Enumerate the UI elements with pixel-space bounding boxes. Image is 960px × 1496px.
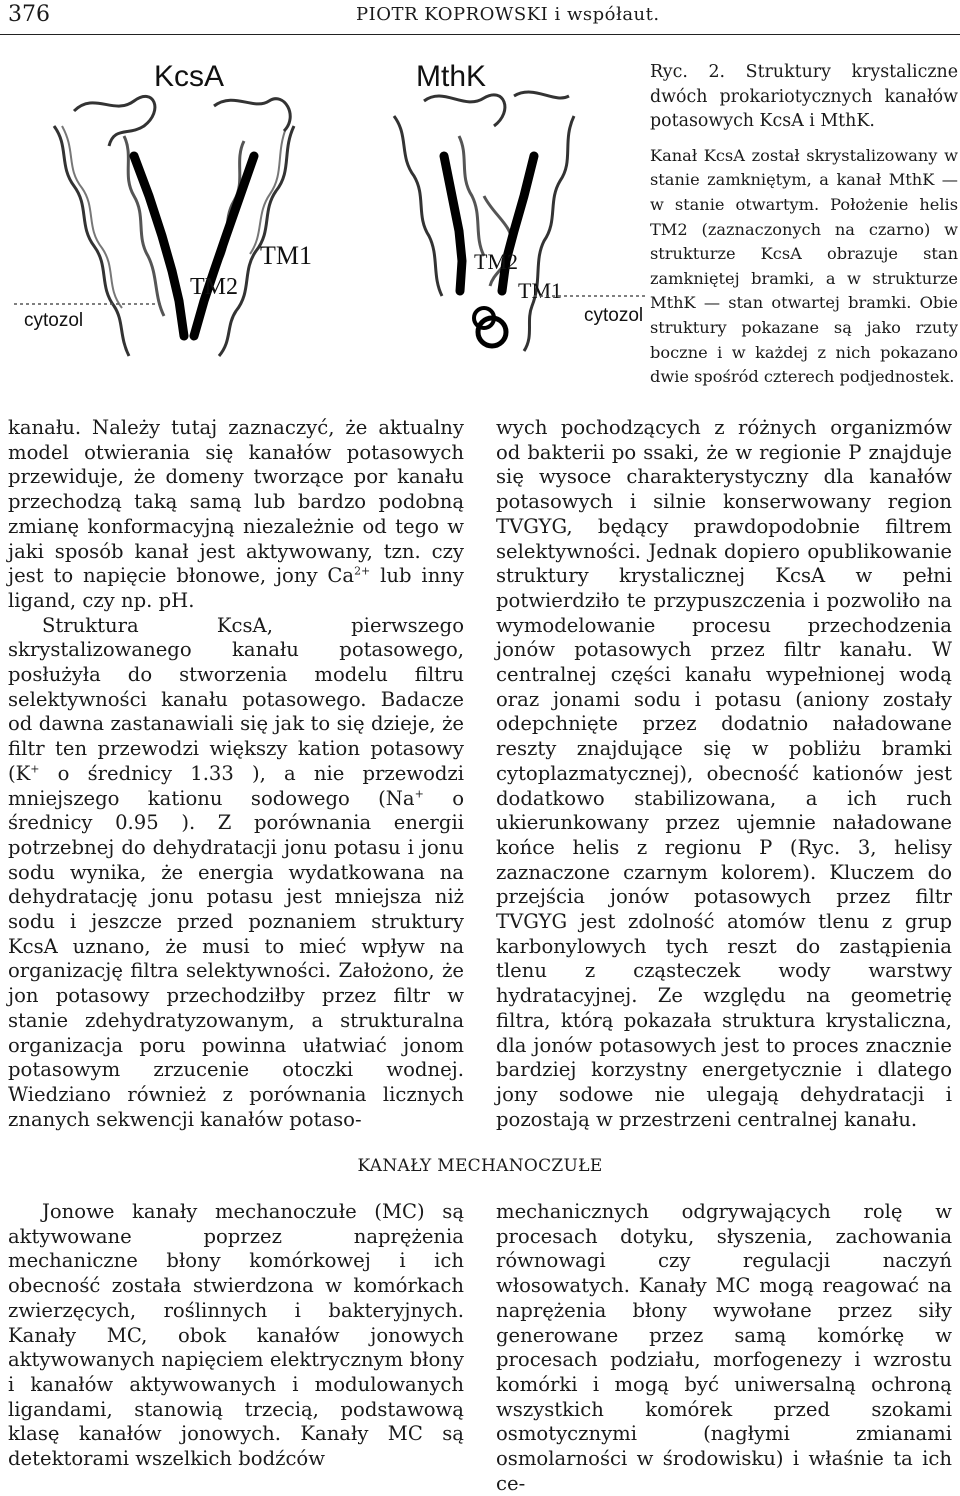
body-column-left	[8, 416, 464, 1132]
figure-label-cytozol-left: cytozol	[24, 310, 84, 331]
section-column-right	[496, 1200, 952, 1496]
mthk-structure	[394, 92, 574, 351]
page-number: 376	[8, 2, 50, 27]
figure-caption	[650, 60, 958, 390]
figure-kcsa-mthk	[14, 56, 646, 404]
figure-label-mthk: MthK	[416, 60, 487, 93]
paragraph-mc-intro: Jonowe kanały mechanoczułe (MC) są aktywowane poprzez naprężenia mechaniczne błony komórkowej i ich obecność została stwierdzona w komórkach zwierzęcych, roślinnych i bakteryjnych. Kanały MC, obok kanałów jonowych aktywowanych napięciem elektrycznym błony i kanałów aktywowanych i modulowanych ligandami, stanowią trzecią, podstawową klasę kanałów jonowych. Kanały MC są detektorami wszelkich bodźców	[8, 1200, 464, 1471]
caption-title: Ryc. 2. Struktury krystaliczne dwóch prokariotycznych kanałów potasowych KcsA i MthK.	[650, 62, 958, 132]
running-head: PIOTR KOPROWSKI i współaut.	[356, 4, 660, 25]
paragraph-gating-model: kanału. Należy tutaj zaznaczyć, że aktualny model otwierania się kanałów potasowych przewiduje, że domeny tworzące por kanału przechodzą taką samą lub bardzo podobną zmianę konformacyjną niezależnie od tego w jaki sposób kanał jest aktywowany, tzn. czy jest to napięcie błonowe, jony $Ca^{2+}$ lub inny ligand, czy np. pH.	[8, 416, 465, 612]
figure-label-kcsa: KcsA	[154, 60, 225, 93]
kcsa-structure	[54, 96, 294, 356]
body-column-right	[496, 416, 952, 1132]
section-heading: KANAŁY MECHANOCZUŁE	[357, 1156, 603, 1176]
figure-label-tm2-left: TM2	[190, 274, 238, 300]
section-column-left	[8, 1200, 464, 1472]
figure-label-tm1-right: TM1	[518, 278, 562, 303]
figure-label-tm1-left: TM1	[260, 241, 312, 270]
paragraph-kcsa-structure: Struktura KcsA, pierwszego skrystalizowanego kanału potasowego, posłużyła do stworzenia modelu filtru selektywności kanału potasowego. Badacze od dawna zastanawiali się jak to się dzieje, że filtr ten przewodzi większy kation potasowy (K+ o średnicy 1.33 ), a nie przewodzi mniejszego kationu sodowego (Na+ o średnicy 0.95 ). Z porównania energii potrzebnej do dehydratacji jonu potasu i jonu sodu wynika, że energia wydatkowana na dehydratację jonu potasu jest mniejsza niż sodu i jeszcze przed poznaniem struktury KcsA uznano, że musi to mieć wpływ na organizację filtra selektywności. Założono, że jon potasowy przechodziłby przez filtr w stanie zdehydratyzowanym, a strukturalna organizacja poru powinna ułatwiać jonom potasowym zrzucenie otoczki wodnej. Wiedziano również z porównania licznych znanych sekwencji kanałów potaso-	[8, 613, 464, 1131]
header-rule	[0, 34, 960, 35]
figure-label-tm2-right: TM2	[474, 249, 518, 274]
paragraph-mc-function: mechanicznych odgrywających rolę w procesach dotyku, słyszenia, zachowania równowagi czy regulacji naczyń włosowatych. Kanały MC mogą reagować na naprężenia błony wywołane przez siły generowane przez samą komórkę w procesach podziału, morfogenezy i wzrostu komórki i mogą być uniwersalną ochroną wszystkich komórek przed szokami osmotycznymi (nagłymi zmianami osmolarności w środowisku) i właśnie ta ich ce-	[496, 1200, 952, 1495]
figure-label-cytozol-right: cytozol	[584, 305, 644, 326]
paragraph-selectivity-filter: wych pochodzących z różnych organizmów od bakterii po ssaki, że w regionie P znajduje się wysoce charakterystyczny dla kanałów potasowych i silnie konserwowany region TVGYG, będący prawdopodobnie filtrem selektywności. Jednak dopiero opublikowanie struktury krystalicznej KcsA w pełni potwierdziło te przypuszczenia i pozwoliło na wymodelowanie procesu przechodzenia jonów potasowych przez filtr kanału. W centralnej części kanału wypełnionej wodą oraz jonami sodu i potasu (aniony zostały odepchnięte przez dodatnio naładowane reszty znajdujące się w pobliżu bramki cytoplazmatycznej), obecność kationów jest dodatkowo stabilizowana, a ich ruch ukierunkowany przez ujemnie naładowane końce helis z regionu P (Ryc. 3, helisy zaznaczone czarnym kolorem). Kluczem do przejścia jonów potasowych przez filtr TVGYG jest zdolność atomów tlenu z grup karbonylowych tych reszt do zastąpienia tlenu z cząsteczek wody warstwy hydratacyjnej. Ze względu na geometrię filtra, którą pokazała struktura krystaliczna, dla jonów potasowych jest to proces znacznie bardziej korzystny energetycznie i dlatego jony sodowe nie ulegają dehydratacji i pozostają w przestrzeni centralnej kanału.	[496, 416, 952, 1131]
caption-body: Kanał KcsA został skrystalizowany w stanie zamkniętym, a kanał MthK — w stanie otwartym. Położenie helis TM2 (zaznaczonych na czarno) w strukturze KcsA obrazuje stan zamkniętej bramki, a w strukturze MthK — stan otwartej bramki. Obie struktury pokazane są jako rzuty boczne i w każdej z nich pokazano dwie spośród czterech podjednostek.	[650, 145, 958, 387]
